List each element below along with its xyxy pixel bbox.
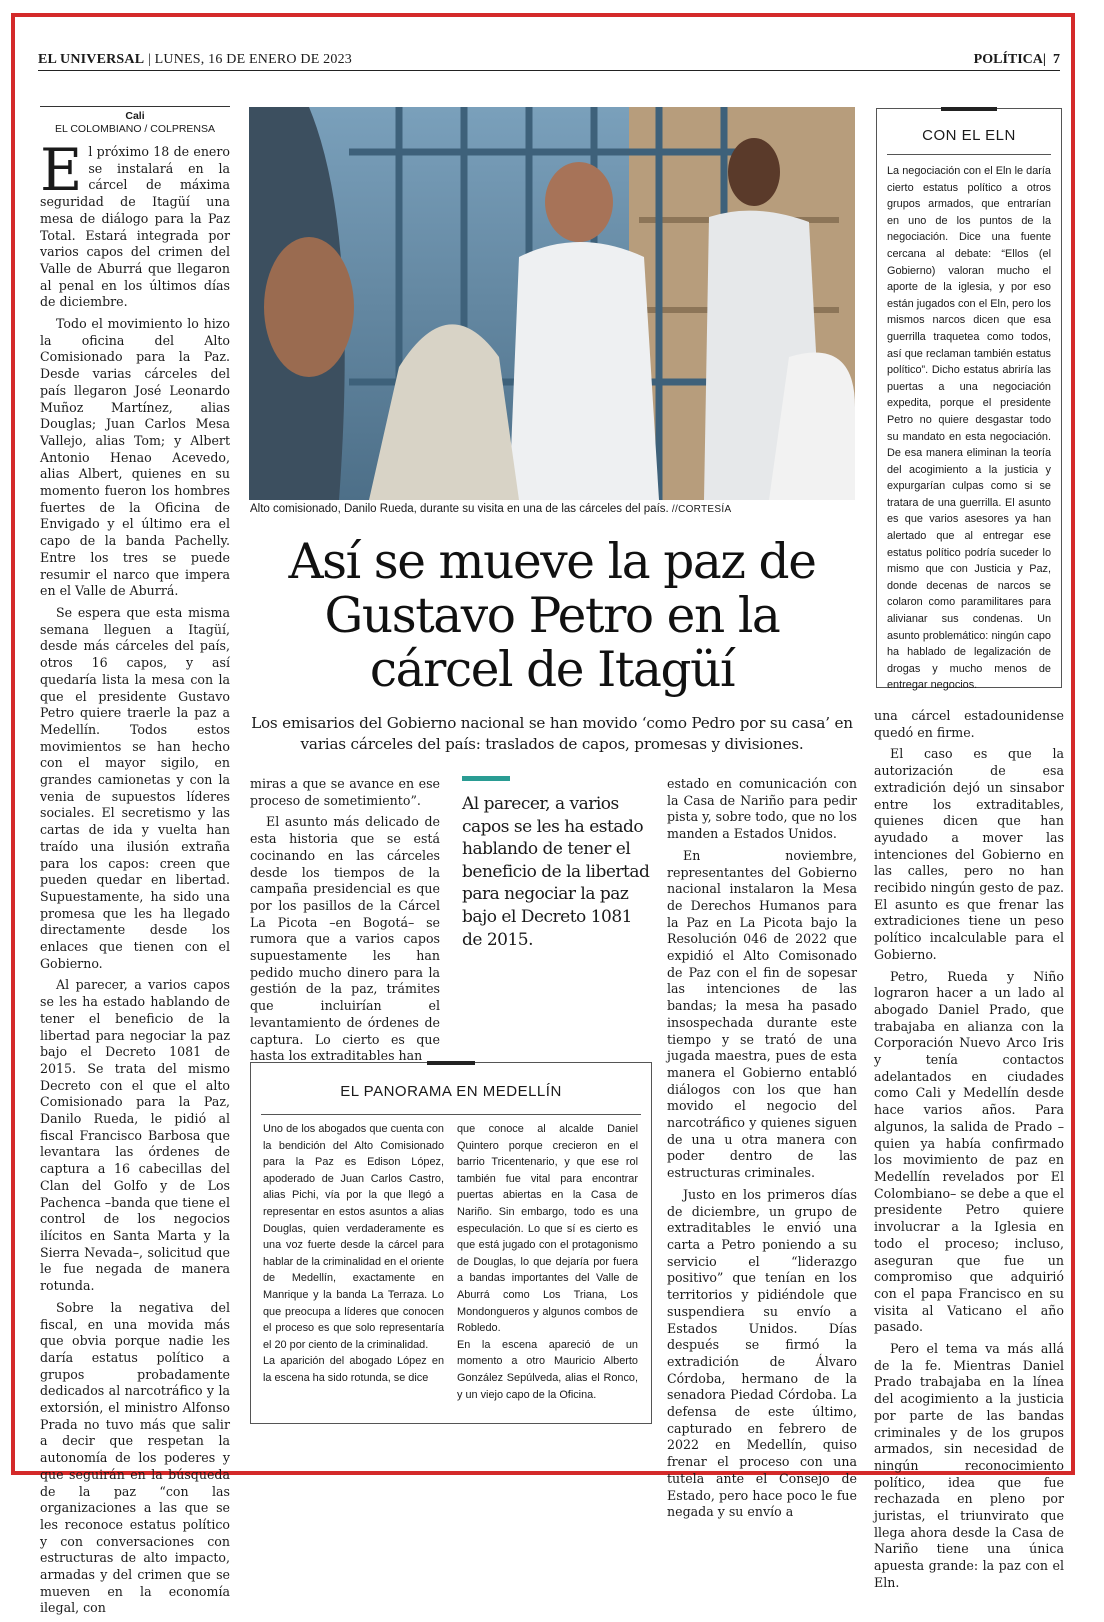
prison-visit-photo — [249, 107, 855, 500]
paragraph-text: Al parecer, a varios capos se les ha estado hablando de tener el beneficio de la libertad para negociar la paz bajo el Decreto 1081 de 2015. Se trata del mismo Decreto con el que el alto Comisionado para la Paz, Danilo Rueda, le pidió al fiscal Francisco Barbosa que levantara las órdenes de captura a 16 cabecillas del Clan del Golfo y de Los Pachenca –banda que tiene el control de los negocios ilícitos en Santa Marta y la Sierra Nevada–, solicitud que le fue negada de manera rotunda. — [40, 977, 230, 1294]
box-paragraph: La aparición del abogado López en la escena ha sido rotunda, se dice — [263, 1355, 444, 1384]
paper-name: EL UNIVERSAL — [38, 52, 145, 67]
article-paragraph — [874, 708, 1064, 741]
info-box — [250, 1062, 652, 1424]
paragraph-text: En noviembre, representantes del Gobierno nacional instalaron la Mesa de Derechos Humanos para la Paz en La Picota bajo la Resolución 046 de 2022 que expidió el Alto Comisonado de Paz con el fin de sopesar las intenciones de las bandas; la mesa ha pasado insospechada durante este tiempo y se trató de una jugada maestra, pues de esta manera el Gobierno entabló diálogos con los que han movido el negocio del narcotráfico y quienes siguen de una u otra manera con poder dentro de las estructuras criminales. — [667, 847, 857, 1181]
article-column-4 — [874, 708, 1064, 1597]
paragraph-text: Justo en los primeros días de diciembre, un grupo de extraditables le envió una carta a Petro poniendo a su servicio el “liderazgo positivo” que tenían en los territorios y pidiéndole que suspendiera su envío a Estados Unidos. Días después se firmó la extradición de Álvaro Córdoba, hermano de la senadora Piedad Córdoba. La defensa de este último, capturado en febrero de 2022 en Medellín, quiso frenar el proceso con una tutela ante el Consejo de Estado, pero hace poco le fue negada y su envío a — [667, 1186, 857, 1520]
pullquote-accent-bar — [462, 776, 510, 781]
article-paragraph — [40, 977, 230, 1294]
paragraph-text: estado en comunicación con la Casa de Nariño para pedir pista y, sobre todo, que no los manden a Estados Unidos. — [667, 776, 857, 842]
article-paragraph — [874, 1341, 1064, 1592]
sidebar-title: CON EL ELN — [922, 127, 1016, 144]
drop-cap: E — [40, 136, 83, 204]
article-paragraph — [250, 814, 440, 1065]
box-column-1 — [263, 1121, 444, 1387]
box-paragraph: que conoce al alcalde Daniel Quintero porque crecieron en el barrio Tricentenario, y que ese rol también fue vital para encontrar puertas abiertas en la Casa de Nariño. Sin embargo, todo es una especulación. Lo que sí es cierto es que está jugado con el protagonismo de Douglas, lo que dejaría por fuera a bandas importantes del Valle de Aburrá como Los Triana, Los Mondongueros y algunos combos de Robledo. — [457, 1123, 638, 1335]
pullquote: Al parecer, a varios capos se les ha estado hablando de tener el beneficio de la libertad para negociar la paz bajo el Decreto 1081 de 2015. — [462, 794, 650, 950]
header-rule — [38, 70, 1060, 71]
paragraph-text: Se espera que esta misma semana lleguen a Itagüí, desde más cárceles del país, otros 16 capos, y así quedaría lista la mesa con la que el presidente Gustavo Petro quiere traerle la paz a Medellín. Todos estos movimientos se han hecho con el mayor sigilo, en grandes camionetas y con la venia de supuestos líderes sociales. El secretismo y las cartas de ida y vuelta han traído una ilusión extraña para los capos: creen que pueden quedar en libertad. Supuestamente, ha sido una promesa que les ha llegado directamente desde los enlaces que tienen con el Gobierno. — [40, 604, 230, 971]
article-paragraph — [874, 746, 1064, 963]
article-paragraph — [40, 136, 230, 311]
box-paragraph: En la escena apareció de un momento a otro Mauricio Alberto González Sepúlveda, alias el Ronco, y un viejo capo de la Oficina. — [457, 1338, 638, 1401]
sidebar-text: La negociación con el Eln le daría cierto estatus político a otros grupos armados, que entrarían en uno de los puntos de la negociación. Dice una fuente cercana al debate: “Ellos (el Gobierno) valoran mucho el aporte de la iglesia, y por eso están jugados con el Eln, pero los mismos narcos dicen que esa guerrilla traquetea como todos, así que reclaman también estatus político”. Dicho estatus abriría las puertas a una negociación expedita, porque el presidente Petro no quiere desgastar todo su mandato en esta negociación. De esa manera eliminan la teoría del acogimiento a la justicia y expurgarían culpas como si se tratara de una guerrilla. El asunto es que varios asesores ya han alertado que al entregar ese estatus político podría suceder lo mismo que con Justicia y Paz, donde decenas de narcos se colaron como paramilitares para alivianar sus condenas. Un asunto problemático: ningún capo ha hablado de legalización de drogas y mucho menos de entregar negocios. — [887, 165, 1051, 692]
paragraph-text: El caso es que la autorización de esa extradición dejó un sinsabor entre los extraditables, quienes dicen que han ayudado a mover las intenciones del Gobierno en las calles, pero no han recibido ningún gesto de paz. El asunto es que frenar las extradiciones tiene un peso político incalculable para el Gobierno. — [874, 746, 1064, 962]
article-column-2 — [250, 776, 440, 1070]
headline: Así se mueve la paz de Gustavo Petro en la cárcel de Itagüí — [288, 534, 816, 698]
article-paragraph — [667, 776, 857, 843]
box-column-2 — [457, 1121, 638, 1403]
box-top-bar — [427, 1061, 475, 1065]
issue-date: LUNES, 16 DE ENERO DE 2023 — [154, 52, 352, 67]
paragraph-text: Pero el tema va más allá de la fe. Mientras Daniel Prado trabajaba en la línea del acogimiento a la justicia por parte de las bandas criminales y de los grupos armados, sin necesidad de ningún reconocimiento político, idea que fue rechazada en pleno por juristas, el triunvirato que llega ahora desde la Casa de Nariño tiene una única apuesta grande: la paz con el Eln. — [874, 1341, 1064, 1590]
byline-agency: EL COLOMBIANO / COLPRENSA — [54, 123, 216, 135]
box-title: EL PANORAMA EN MEDELLÍN — [340, 1083, 562, 1100]
sidebar-top-bar — [941, 107, 997, 111]
page-number: 7 — [1053, 52, 1060, 67]
article-column-3 — [667, 776, 857, 1526]
sidebar-rule — [887, 154, 1051, 155]
article-paragraph — [40, 316, 230, 600]
byline — [40, 106, 230, 136]
article-paragraph — [40, 605, 230, 972]
paragraph-text: Todo el movimiento lo hizo la oficina del Alto Comisionado para la Paz. Desde varias cárceles del país llegaron José Leonardo Muñoz Martínez, alias Douglas; Juan Carlos Mesa Vallejo, alias Tom; y Albert Antonio Henao Acevedo, alias Albert, quienes en su momento fueron los hombres fuertes de la Oficina de Envigado y el último era el capo de la banda Pachelly. Entre los tres se puede resumir el narco que impera en el Valle de Aburrá. — [40, 316, 230, 599]
box-rule — [261, 1114, 641, 1115]
masthead: EL UNIVERSAL | LUNES, 16 DE ENERO DE 2023 — [38, 52, 352, 67]
section-name: POLÍTICA — [973, 52, 1043, 67]
photo-caption — [250, 503, 856, 515]
article-paragraph — [874, 969, 1064, 1336]
article-paragraph — [667, 848, 857, 1182]
article-paragraph — [40, 1300, 230, 1617]
deck: Los emisarios del Gobierno nacional se han movido ‘como Pedro por su casa’ en varias cárceles del país: traslados de capos, promesas y divisiones. — [251, 714, 853, 753]
caption-text: Alto comisionado, Danilo Rueda, durante su visita en una de las cárceles del país. — [250, 503, 669, 515]
byline-city: Cali — [125, 110, 145, 122]
paragraph-text: l próximo 18 de enero se instalará en la cárcel de máxima seguridad de Itagüí una mesa de diálogo para la Paz Total. Estará integrada por varios capos del crimen del Valle de Aburrá que llegaron al penal en los últimos días de diciembre. — [40, 144, 230, 310]
box-paragraph: Uno de los abogados que cuenta con la bendición del Alto Comisionado para la Paz es Edison López, apoderado de Juan Carlos Castro, alias Pichi, vía por la que llegó a representar en estos asuntos a alias Douglas, quien verdaderamente es una voz fuerte desde la cárcel para hablar de la criminalidad en el oriente de Medellín, exactamente en Manrique y la banda La Terraza. Lo que preocupa a líderes que conocen el proceso es que solo representaría el 20 por ciento de la criminalidad. — [263, 1123, 445, 1351]
paragraph-text: una cárcel estadounidense quedó en firme. — [874, 708, 1064, 740]
paragraph-text: El asunto más delicado de esta historia que se está cocinando en las cárceles desde los tiempos de la campaña presidencial es que por los pasillos de la Cárcel La Picota –en Bogotá– se rumora que a varios capos supuestamente les han pedido mucho dinero para la gestión de la paz, trámites que incluirían el levantamiento de órdenes de captura. Lo cierto es que hasta los extraditables han — [250, 814, 440, 1064]
article-column-1 — [40, 136, 230, 1622]
article-paragraph — [667, 1187, 857, 1521]
news-photo — [249, 107, 855, 500]
section-label: POLÍTICA| 7 — [973, 52, 1060, 67]
paragraph-text: miras a que se avance en ese proceso de sometimiento”. — [250, 776, 440, 808]
paragraph-text: Petro, Rueda y Niño lograron hacer a un lado al abogado Daniel Prado, que trabajaba en alianza con la Corporación Nuevo Arco Iris y tenía contactos adelantados en ciudades como Cali y Medellín desde hace varios años. Para algunos, la salida de Prado –quien ya había confirmado los movimiento de paz en Medellín revelados por El Colombiano– se debe a que el presidente Petro quiere involucrar a la Iglesia en todo el proceso; incluso, aseguran que fue un compromiso que adquirió con el papa Francisco en su visita al Vaticano el año pasado. — [874, 968, 1064, 1335]
article-paragraph — [250, 776, 440, 809]
photo-credit: //CORTESÍA — [671, 504, 732, 515]
paragraph-text: Sobre la negativa del fiscal, en una movida más que obvia porque nadie les daría estatus político a grupos probadamente dedicados al narcotráfico y la extorsión, el ministro Alfonso Prada no tuvo más que salir a decir que respetan la autonomía de los poderes y que seguirán en la búsqueda de la paz “con las organizaciones a las que se les reconoce estatus político y con conversaciones con estructuras de alto impacto, armadas y del crimen que se mueven en la economía ilegal, con — [40, 1299, 230, 1616]
sidebar-box — [876, 108, 1062, 692]
